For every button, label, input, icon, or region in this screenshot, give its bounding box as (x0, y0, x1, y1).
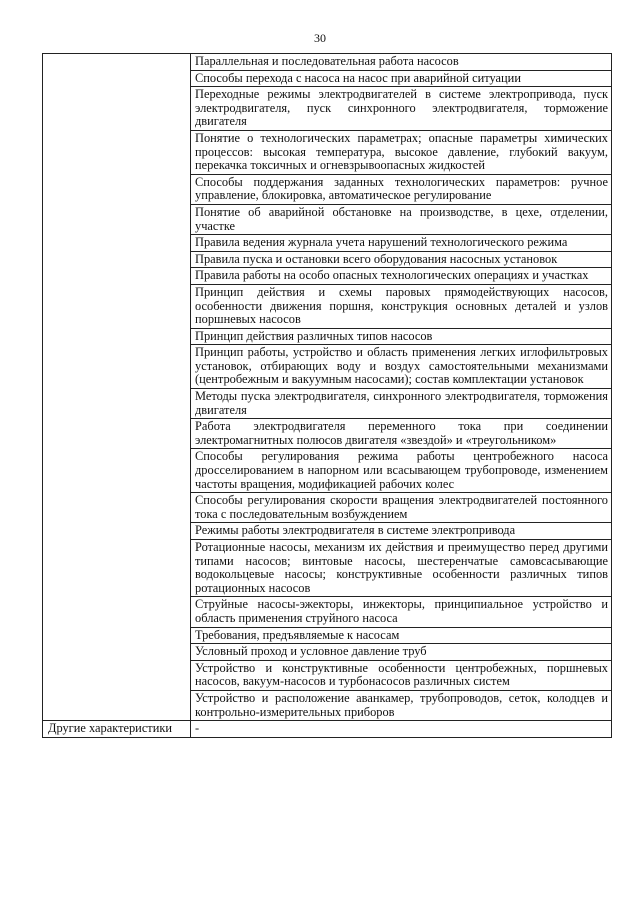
table-cell: Требования, предъявляемые к насосам (191, 627, 612, 644)
table-cell: Устройство и конструктивные особенности центробежных, поршневых насосов, вакуум-насосов и турбонасосов различных систем (191, 660, 612, 690)
table-cell: Способы перехода с насоса на насос при аварийной ситуации (191, 70, 612, 87)
table-cell: Принцип действия различных типов насосов (191, 328, 612, 345)
table-cell: Способы регулирования скорости вращения электродвигателей постоянного тока с последовательным возбуждением (191, 493, 612, 523)
table-cell: Переходные режимы электродвигателей в системе электропривода, пуск электродвигателя, пуск синхронного электродвигателя, торможение двигателя (191, 87, 612, 131)
table-cell: Принцип работы, устройство и область применения легких иглофильтровых установок, отбирающих воду и воздух самостоятельными механизмами (центробежным и вакуумным насосами); состав комплектации установок (191, 345, 612, 389)
table-cell: Устройство и расположение аванкамер, трубопроводов, сеток, колодцев и контрольно-измерительных приборов (191, 690, 612, 720)
table-row (43, 54, 612, 71)
table-cell: Способы поддержания заданных технологических параметров: ручное управление, блокировка, автоматическое регулирование (191, 174, 612, 204)
table-cell: Режимы работы электродвигателя в системе электропривода (191, 523, 612, 540)
table-cell: Правила работы на особо опасных технологических операциях и участках (191, 268, 612, 285)
table-cell: Принцип действия и схемы паровых прямодействующих насосов, особенности движения поршня, конструкция основных деталей и узлов поршневых насосов (191, 284, 612, 328)
table-cell: Работа электродвигателя переменного тока при соединении электромагнитных полюсов двигателя «звездой» и «треугольником» (191, 419, 612, 449)
table-cell: Правила пуска и остановки всего оборудования насосных установок (191, 251, 612, 268)
page-number: 30 (314, 31, 326, 45)
table-row (43, 721, 612, 738)
empty-label-cell (43, 54, 191, 721)
table-cell: Понятие об аварийной обстановке на производстве, в цехе, отделении, участке (191, 204, 612, 234)
knowledge-table (42, 53, 612, 738)
table-cell: Условный проход и условное давление труб (191, 644, 612, 661)
table-cell: Понятие о технологических параметрах; опасные параметры химических процессов: высокая температура, высокое давление, глубокий вакуум, перекачка токсичных и огневзрывоопасных жидкостей (191, 130, 612, 174)
table-cell: Ротационные насосы, механизм их действия и преимущество перед другими типами насосов; винтовые насосы, шестеренчатые самовсасывающие водокольцевые насосы; конструктивные особенности различных типов ротационных насосов (191, 540, 612, 597)
other-characteristics-value: - (191, 721, 612, 738)
table-body (43, 54, 612, 738)
table-cell: Параллельная и последовательная работа насосов (191, 54, 612, 71)
table-cell: Струйные насосы-эжекторы, инжекторы, принципиальное устройство и область применения струйного насоса (191, 597, 612, 627)
table-cell: Способы регулирования режима работы центробежного насоса дросселированием в напорном или всасывающем трубопроводе, изменением частоты вращения, модификацией рабочих колес (191, 449, 612, 493)
table-cell: Правила ведения журнала учета нарушений технологического режима (191, 235, 612, 252)
table-cell: Методы пуска электродвигателя, синхронного электродвигателя, торможения двигателя (191, 389, 612, 419)
other-characteristics-label: Другие характеристики (43, 721, 191, 738)
